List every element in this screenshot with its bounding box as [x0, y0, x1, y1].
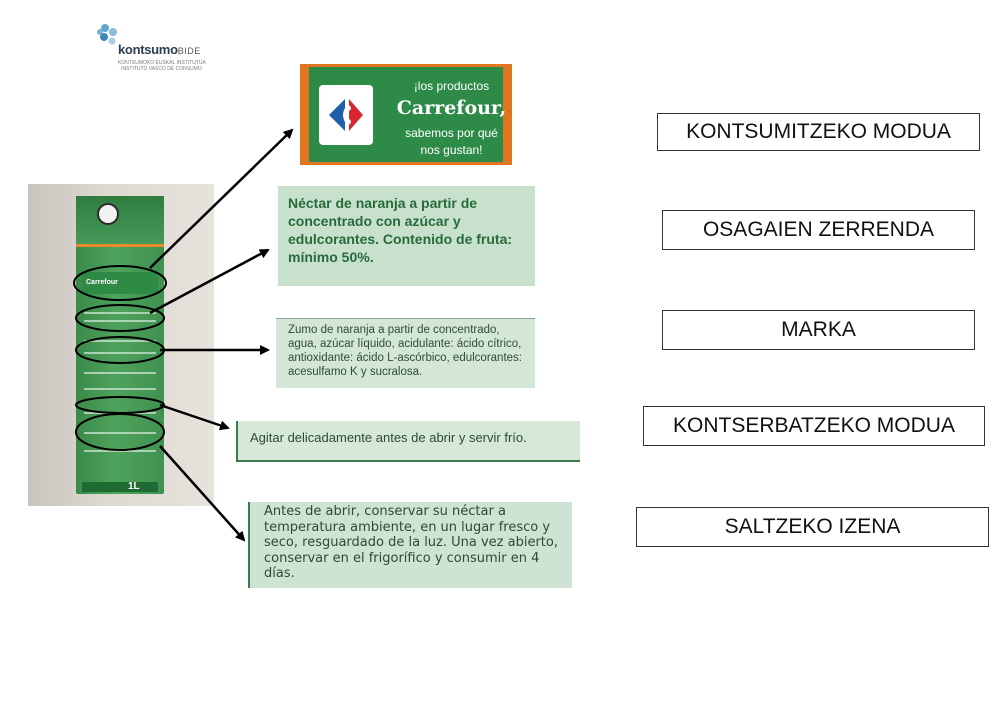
arrow-usage — [160, 405, 228, 428]
ellipse-ingredients — [76, 337, 164, 363]
storage-snippet: Antes de abrir, conservar su néctar a temperatura ambiente, en un lugar fresco y seco, resguardado de la luz. Una vez abierto, conservar en el frigorífico y consumir en 4 días. — [248, 502, 572, 588]
label-sales-name[interactable]: SALTZEKO IZENA — [636, 507, 989, 547]
sales-name-snippet: Néctar de naranja a partir de concentrado con azúcar y edulcorantes. Contenido de fruta: mínimo 50%. — [278, 186, 535, 286]
ellipse-brand — [74, 266, 166, 300]
logo-name: kontsumoBIDE — [118, 42, 201, 57]
label-ingredient-list[interactable]: OSAGAIEN ZERRENDA — [662, 210, 975, 250]
logo-subtitle: KONTSUMOKO EUSKAL INSTITUTUA · INSTITUTO VASCO DE CONSUMO — [118, 60, 206, 72]
carton-volume: 1L — [128, 481, 140, 492]
label-consumption-mode[interactable]: KONTSUMITZEKO MODUA — [657, 113, 980, 151]
ellipse-storage — [76, 414, 164, 450]
arrow-name — [150, 250, 268, 313]
brand-line-3: sabemos por qué — [405, 126, 498, 140]
ellipse-usage — [76, 397, 164, 413]
carton-brand-text: Carrefour — [86, 279, 118, 286]
brand-line-1: ¡los productos — [413, 79, 490, 93]
label-brand[interactable]: MARKA — [662, 310, 975, 350]
usage-snippet: Agitar delicadamente antes de abrir y servir frío. — [236, 421, 580, 462]
ingredients-snippet: Zumo de naranja a partir de concentrado, agua, azúcar líquido, acidulante: ácido cítrico, antioxidante: ácido L-ascórbico, edulcorantes: acesulfamo K y sucralosa. — [276, 318, 535, 388]
arrow-storage — [160, 446, 244, 540]
ellipse-name — [76, 305, 164, 331]
brand-line-2: Carrefour, — [396, 97, 507, 119]
arrow-brand — [150, 130, 292, 268]
label-storage-mode[interactable]: KONTSERBATZEKO MODUA — [643, 406, 985, 446]
brand-line-4: nos gustan! — [420, 143, 483, 157]
